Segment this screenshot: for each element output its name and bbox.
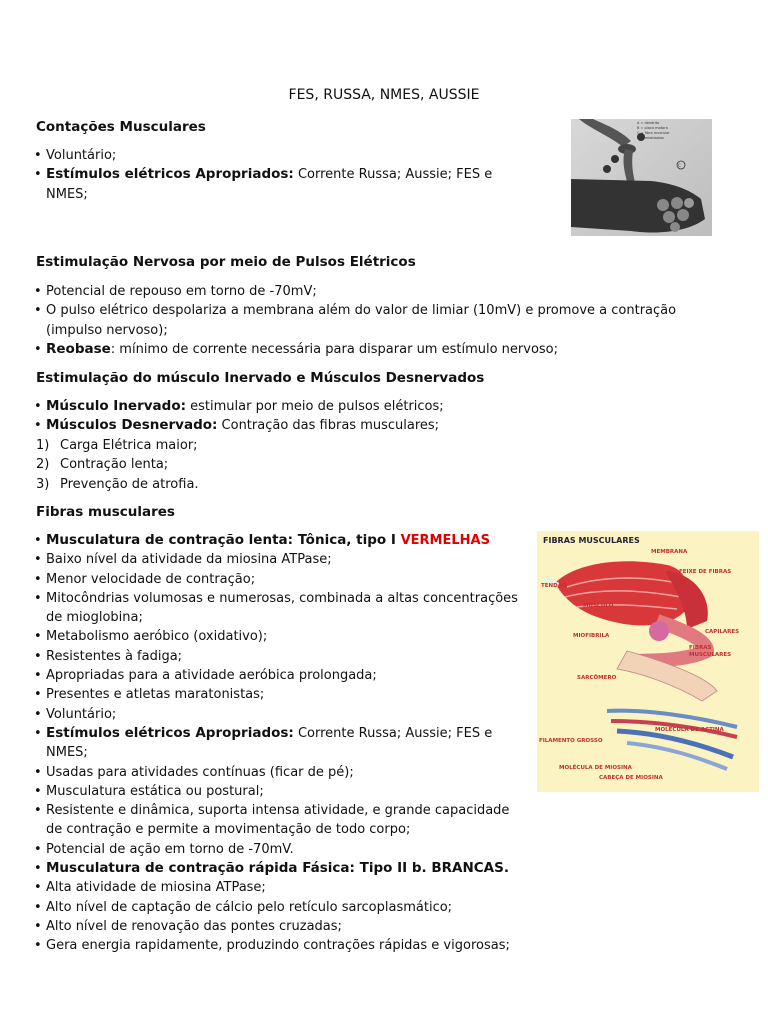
list-item: • O pulso elétrico despolariza a membrana além do valor de limiar (10mV) e promove a contração (impulso nervoso); [34,301,734,340]
list-item: • Potencial de repouso em torno de -70mV; [34,282,734,301]
list-musculo-inervado [34,397,734,436]
svg-text:TENDÃO: TENDÃO [541,583,567,589]
list-item: 2) Contração lenta; [36,457,169,473]
list-item: • Músculos Desnervado: Contração das fibras musculares; [34,416,734,435]
figure-label: C = fibra muscular [637,131,670,135]
list-fibras-musculares [34,531,524,956]
figure-title: FIBRAS MUSCULARES [543,536,640,545]
figure-label: D = mioblastos [637,136,664,140]
svg-text:FIBRAS: FIBRAS [689,645,712,651]
list-item: • Reobase: mínimo de corrente necessária para disparar um estímulo nervoso; [34,340,734,359]
list-item: • Mitocôndrias volumosas e numerosas, combinada a altas concentrações de mioglobina; [34,589,524,628]
list-item: • Gera energia rapidamente, produzindo contrações rápidas e vigorosas; [34,936,524,955]
svg-text:MOLÉCULA DE MIOSINA: MOLÉCULA DE MIOSINA [559,765,632,771]
muscle-fibers-illustration [537,531,759,792]
page-title: FES, RUSSA, NMES, AUSSIE [288,87,480,103]
svg-text:MÚSCULO: MÚSCULO [583,603,614,609]
list-item: • Estímulos elétricos Apropriados: Corrente Russa; Aussie; FES e NMES; [34,724,524,763]
numbered-list-desnervado [36,436,736,494]
list-item: • Resistentes à fadiga; [34,647,524,666]
list-item: • Musculatura de contração rápida Fásica: Tipo II b. BRANCAS. [34,859,524,878]
svg-text:CABEÇA DE MIOSINA: CABEÇA DE MIOSINA [599,775,663,781]
section-heading-musculo-inervado: Estimulação do músculo Inervado e Músculos Desnervados [36,370,485,386]
svg-text:C: C [678,163,681,168]
list-estimulacao-nervosa [34,282,734,359]
list-item: • Musculatura de contração lenta: Tônica, tipo I VERMELHAS [34,531,524,550]
neuromuscular-junction-image [571,119,712,236]
svg-text:FILAMENTO GROSSO: FILAMENTO GROSSO [539,738,603,744]
list-item: • Apropriadas para a atividade aeróbica prolongada; [34,666,524,685]
list-item: • Baixo nível da atividade da miosina ATPase; [34,550,524,569]
svg-text:FEIXE DE FIBRAS: FEIXE DE FIBRAS [679,569,732,575]
list-item: • Voluntário; [34,705,524,724]
figure-label: B = placa motora [637,126,668,130]
svg-text:MIOFIBRILA: MIOFIBRILA [573,633,610,639]
section-heading-estimulacao-nervosa: Estimulação Nervosa por meio de Pulsos Elétricos [36,254,416,270]
list-item: • Alta atividade de miosina ATPase; [34,878,524,897]
svg-text:MUSCULARES: MUSCULARES [689,652,732,658]
list-item: 3) Prevenção de atrofia. [36,476,199,492]
figure-label: A = dendrito [637,121,660,125]
list-item: • Alto nível de captação de cálcio pelo retículo sarcoplasmático; [34,898,524,917]
list-item: • Presentes e atletas maratonistas; [34,685,524,704]
list-item: • Resistente e dinâmica, suporta intensa atividade, e grande capacidade de contração e permite a movimentação de todo corpo; [34,801,524,840]
list-item: • Metabolismo aeróbico (oxidativo); [34,627,524,646]
list-item: • Menor velocidade de contração; [34,570,524,589]
section-heading-contracoes: Contações Musculares [36,119,206,135]
red-highlight: VERMELHAS [400,533,490,548]
section-heading-fibras-musculares: Fibras musculares [36,504,175,520]
list-item: 1) Carga Elétrica maior; [36,438,198,453]
svg-text:MEMBRANA: MEMBRANA [651,549,688,555]
list-item: • Estímulos elétricos Apropriados: Corrente Russa; Aussie; FES e NMES; [34,165,514,204]
list-item: • Músculo Inervado: estimular por meio de pulsos elétricos; [34,397,734,416]
list-item: • Musculatura estática ou postural; [34,782,524,801]
list-item: • Potencial de ação em torno de -70mV. [34,840,524,859]
list-item: • Usadas para atividades contínuas (ficar de pé); [34,763,524,782]
list-contracoes [34,146,514,204]
list-item: • Alto nível de renovação das pontes cruzadas; [34,917,524,936]
svg-text:SARCÔMERO: SARCÔMERO [577,675,617,681]
list-item: • Voluntário; [34,146,514,165]
svg-text:CAPILARES: CAPILARES [705,629,740,635]
svg-text:MOLÉCULA DE ACTINA: MOLÉCULA DE ACTINA [655,727,724,733]
